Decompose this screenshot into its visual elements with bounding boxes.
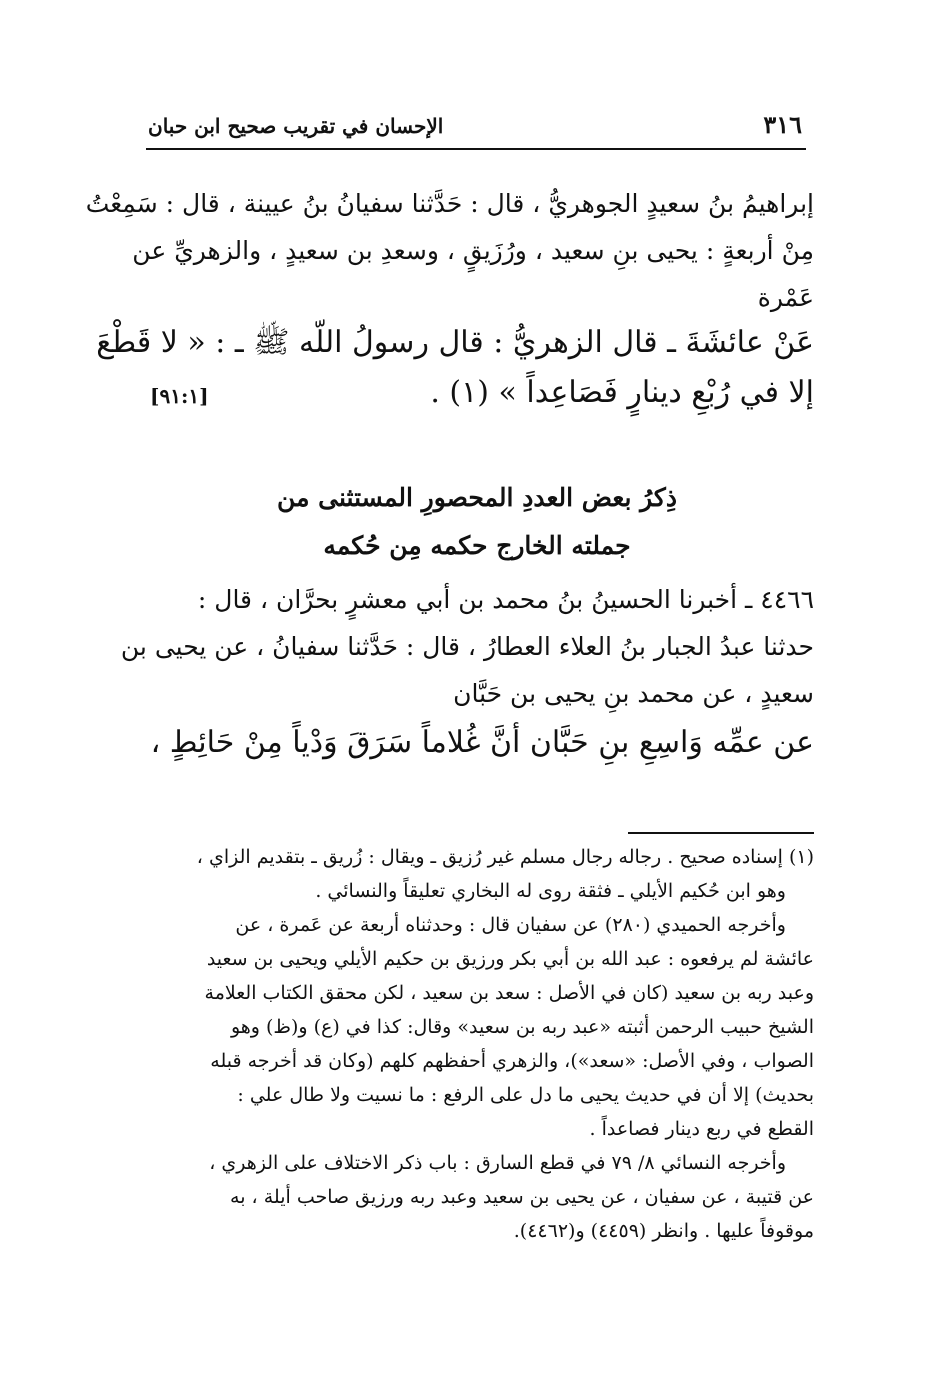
footnote-line: وعبد ربه بن سعيد (كان في الأصل : سعد بن سعيد ، لكن محقق الكتاب العلامة [204, 982, 814, 1004]
footnote-line: موقوفاً عليها . وانظر (٤٤٥٩) و(٤٤٦٢). [513, 1220, 814, 1242]
page-number: ٣١٦ [763, 110, 802, 139]
footnote-line: وهو ابن حُكيم الأيلي ـ فثقة روى له البخاري تعليقاً والنسائي . [315, 880, 786, 902]
header-divider [146, 148, 806, 150]
hadith-matn [140, 718, 814, 768]
running-title: الإحسان في تقريب صحيح ابن حبان [148, 114, 444, 138]
footnotes [140, 840, 814, 1248]
text-line: حدثنا عبدُ الجبار بنُ العلاء العطارُ ، قال : حَدَّثنا سفيانُ ، عن يحيى بن [120, 632, 814, 661]
isnad-paragraph-continued [85, 180, 814, 321]
footnote-line: الصواب ، وفي الأصل: «سعد»)، والزهري أحفظهم كلهم (وكان قد أخرجه قبله [210, 1050, 814, 1072]
footnote-line: القطع في ربع دينار فصاعداً . [589, 1118, 814, 1140]
section-heading [140, 474, 814, 570]
footnote-line: وأخرجه النسائي ٨/ ٧٩ في قطع السارق : باب ذكر الاختلاف على الزهري ، [209, 1152, 786, 1174]
text-line: عَمْرة [757, 283, 814, 312]
heading-line: جملته الخارج حكمه مِن حُكمه [323, 531, 631, 560]
text-line: سعيدٍ ، عن محمد بنِ يحيى بن حَبَّان [453, 679, 814, 708]
text-line: إبراهيمُ بنُ سعيدٍ الجوهريُّ ، قال : حَدَّثنا سفيانُ بنُ عيينة ، قال : سَمِعْتُ [85, 189, 814, 218]
hadith-matn [96, 318, 814, 418]
heading-line: ذِكرُ بعض العددِ المحصورِ المستثنى من [277, 483, 677, 512]
hadith-reference: [٩١:١] [150, 384, 209, 408]
footnote-divider [628, 832, 814, 834]
footnote-line: الشيخ حبيب الرحمن أثبته «عبد ربه بن سعيد» وقال: كذا في (ع) و(ظ) وهو [230, 1016, 814, 1038]
text-line: مِنْ أربعةٍ : يحيى بنِ سعيد ، ورُزَيقٍ ، وسعدِ بن سعيدٍ ، والزهريِّ عن [132, 236, 814, 265]
hadith-line: عَنْ عائشَةَ ـ قال الزهريُّ : قال رسولُ اللّه ﷺ ـ : « لا قَطْعَ [96, 325, 814, 360]
footnote-line: عن قتيبة ، عن سفيان ، عن يحيى بن سعيد وعبد ربه ورزيق صاحب أيلة ، به [230, 1186, 814, 1208]
isnad-paragraph [120, 576, 814, 717]
footnote-line: (١) إسناده صحيح . رجاله رجال مسلم غير رُزيق ـ ويقال : زُريق ـ بتقديم الزاي ، [196, 846, 814, 868]
hadith-line: إلا في رُبْعِ دينارٍ فَصَاعِداً » (١) . [430, 375, 814, 410]
footnote-line: وأخرجه الحميدي (٢٨٠) عن سفيان قال : وحدثناه أربعة عن عَمرة ، عن [235, 914, 786, 936]
footnote-line: بحديث) إلا أن في حديث يحيى ما دل على الرفع : ما نسيت ولا طال علي : [237, 1084, 814, 1106]
running-header [148, 106, 802, 146]
hadith-line: عن عمِّه وَاسِعِ بنِ حَبَّان أنَّ غُلاماً سَرَقَ وَدْياً مِنْ حَائِطٍ ، [150, 725, 814, 760]
text-line: ٤٤٦٦ ـ أخبرنا الحسينُ بنُ محمد بن أبي معشرٍ بحرَّان ، قال : [197, 585, 814, 614]
footnote-line: عائشة لم يرفعوه : عبد الله بن أبي بكر ورزيق بن حكيم الأيلي ويحيى بن سعيد [206, 948, 814, 970]
